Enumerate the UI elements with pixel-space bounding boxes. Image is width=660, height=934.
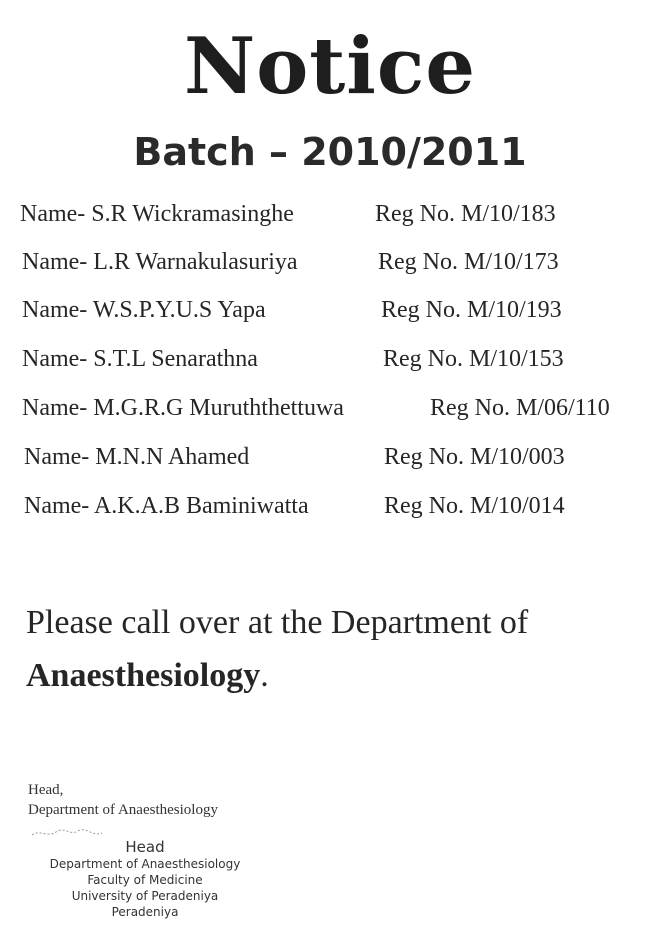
list-item xyxy=(24,490,644,522)
student-name: Name- S.R Wickramasinghe xyxy=(20,201,294,227)
list-item xyxy=(20,198,640,230)
student-name: Name- M.N.N Ahamed xyxy=(24,444,250,470)
list-item xyxy=(22,392,642,424)
notice-title: Notice xyxy=(183,21,477,112)
department-stamp xyxy=(30,838,260,920)
list-item xyxy=(22,343,642,375)
student-name: Name- L.R Warnakulasuriya xyxy=(22,249,298,275)
student-name: Name- M.G.R.G Muruththettuwa xyxy=(22,395,344,421)
instruction-line: Please call over at the Department of xyxy=(26,604,529,641)
signature-title: Head, xyxy=(28,782,64,798)
stamp-university: University of Peradeniya xyxy=(71,889,219,903)
student-reg-no: Reg No. M/10/193 xyxy=(381,297,562,323)
stamp-faculty: Faculty of Medicine xyxy=(87,873,203,887)
student-name: Name- A.K.A.B Baminiwatta xyxy=(24,493,309,519)
student-name: Name- S.T.L Senarathna xyxy=(22,346,258,372)
student-reg-no: Reg No. M/10/183 xyxy=(375,201,556,227)
stamp-department: Department of Anaesthesiology xyxy=(49,857,241,871)
stamp-city: Peradeniya xyxy=(111,905,179,919)
student-reg-no: Reg No. M/06/110 xyxy=(430,395,610,421)
list-item xyxy=(24,441,644,473)
instruction-period: . xyxy=(260,657,269,694)
department-name: Anaesthesiology xyxy=(26,657,261,694)
signature-department: Department of Anaesthesiology xyxy=(28,802,218,818)
student-reg-no: Reg No. M/10/153 xyxy=(383,346,564,372)
list-item xyxy=(22,294,642,326)
student-reg-no: Reg No. M/10/173 xyxy=(378,249,559,275)
stamp-head: Head xyxy=(125,838,165,856)
student-name: Name- W.S.P.Y.U.S Yapa xyxy=(22,297,266,323)
student-reg-no: Reg No. M/10/014 xyxy=(384,493,565,519)
instruction-department xyxy=(26,655,269,697)
batch-heading: Batch – 2010/2011 xyxy=(133,130,527,174)
student-reg-no: Reg No. M/10/003 xyxy=(384,444,565,470)
list-item xyxy=(22,246,642,278)
